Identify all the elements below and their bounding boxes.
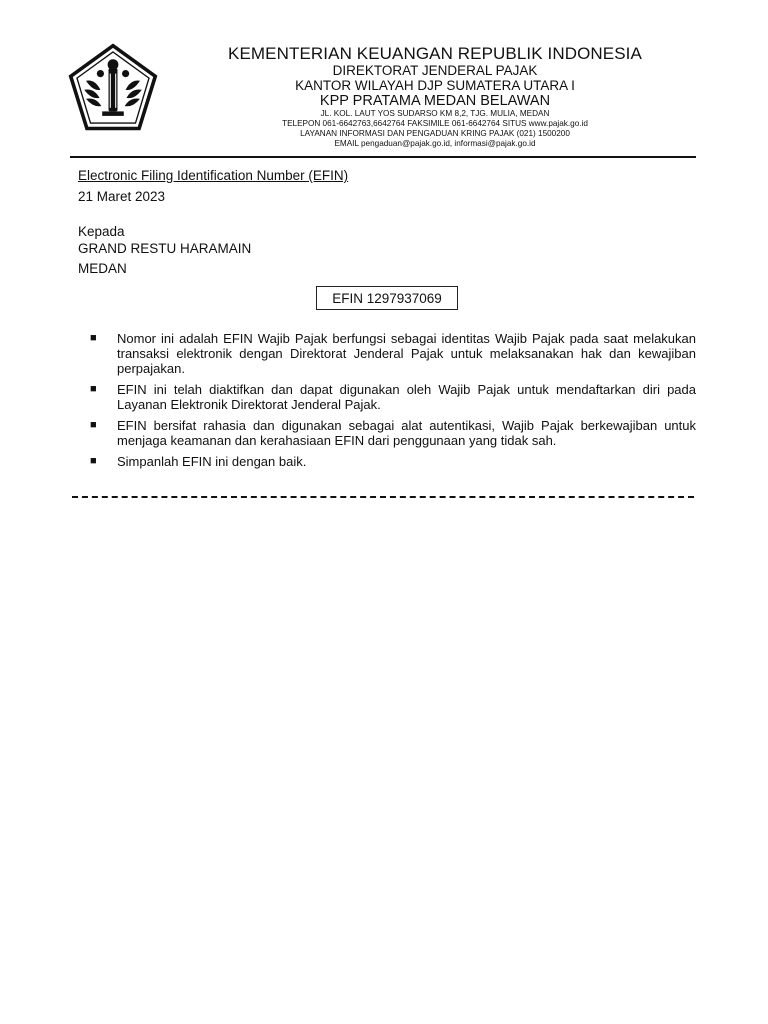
cut-line — [72, 496, 694, 498]
ministry-of-finance-emblem-icon — [68, 42, 158, 134]
list-item-text: EFIN bersifat rahasia dan digunakan sebagai alat autentikasi, Wajib Pajak berkewajiban untuk menjaga keamanan dan kerahasiaan EFIN dari penggunaan yang tidak sah. — [117, 418, 696, 448]
directorate-name: DIREKTORAT JENDERAL PAJAK — [332, 63, 538, 79]
regional-office-name: KANTOR WILAYAH DJP SUMATERA UTARA I — [295, 78, 575, 94]
service-hotline: LAYANAN INFORMASI DAN PENGADUAN KRING PAJAK (021) 1500200 — [300, 129, 570, 139]
efin-number: EFIN 1297937069 — [332, 290, 442, 306]
letterhead — [220, 44, 650, 149]
list-item-text: EFIN ini telah diaktifkan dan dapat digunakan oleh Wajib Pajak untuk mendaftarkan diri pada Layanan Elektronik Direktorat Jenderal Pajak. — [117, 382, 696, 412]
list-item — [90, 454, 696, 469]
list-item-text: Simpanlah EFIN ini dengan baik. — [117, 454, 307, 469]
document-title: Electronic Filing Identification Number (EFIN) — [78, 168, 349, 183]
office-email: EMAIL pengaduan@pajak.go.id, informasi@pajak.go.id — [334, 139, 536, 149]
bullet-icon: ■ — [90, 332, 97, 344]
bullet-icon: ■ — [90, 455, 97, 467]
letterhead-divider — [70, 156, 696, 158]
recipient-city: MEDAN — [78, 261, 127, 276]
office-contact: TELEPON 061-6642763,6642764 FAKSIMILE 061-6642764 SITUS www.pajak.go.id — [282, 119, 588, 129]
recipient-name: GRAND RESTU HARAMAIN — [78, 241, 252, 256]
tax-office-name: KPP PRATAMA MEDAN BELAWAN — [319, 93, 551, 110]
notes-list — [90, 331, 696, 475]
list-item-text: Nomor ini adalah EFIN Wajib Pajak berfungsi sebagai identitas Wajib Pajak pada saat melakukan transaksi elektronik dengan Direktorat Jenderal Pajak untuk melaksanakan hak dan kewajiban perpajakan. — [117, 331, 696, 376]
list-item — [90, 331, 696, 376]
bullet-icon: ■ — [90, 419, 97, 431]
list-item — [90, 418, 696, 448]
document-date: 21 Maret 2023 — [78, 189, 166, 204]
office-address: JL. KOL. LAUT YOS SUDARSO KM 8,2, TJG. MULIA, MEDAN — [320, 109, 550, 119]
efin-number-box — [316, 286, 458, 310]
bullet-icon: ■ — [90, 383, 97, 395]
recipient-label: Kepada — [78, 224, 125, 239]
list-item — [90, 382, 696, 412]
ministry-name: KEMENTERIAN KEUANGAN REPUBLIK INDONESIA — [228, 44, 642, 63]
